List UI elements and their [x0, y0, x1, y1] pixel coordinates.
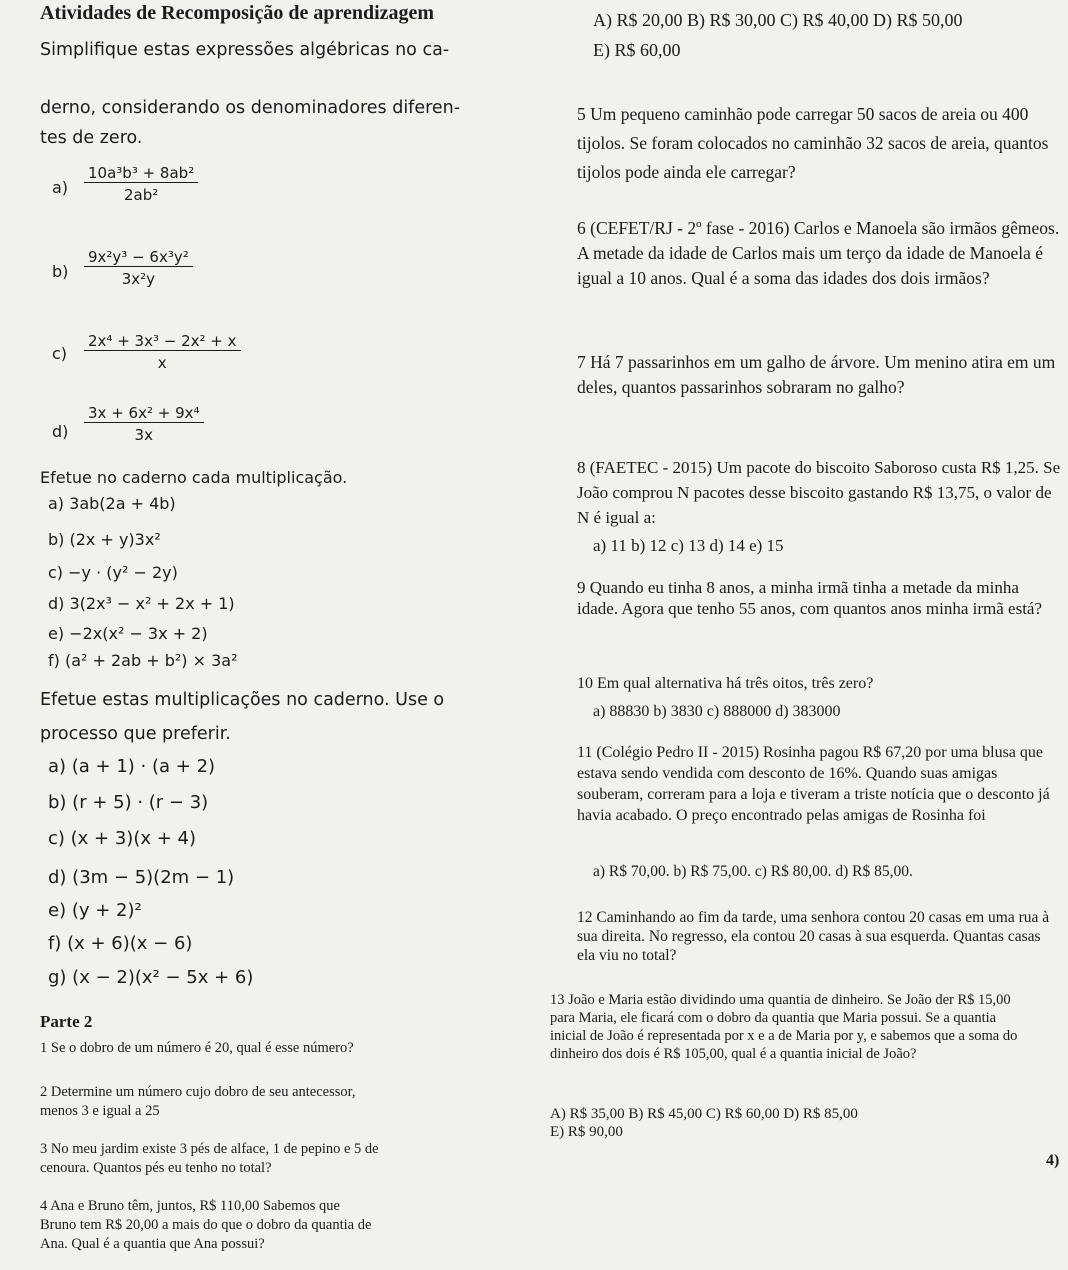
fraction-c-label: c)	[52, 344, 68, 363]
mult-item-b: b) (2x + y)3x²	[48, 530, 161, 549]
question-10: 10 Em qual alternativa há três oitos, três zero?	[577, 675, 874, 692]
intro-line-1: Simplifique estas expressões algébricas no ca-	[40, 40, 450, 60]
intro-line-3: tes de zero.	[40, 128, 143, 148]
top-options-line-1: A) R$ 20,00 B) R$ 30,00 C) R$ 40,00 D) R$ 50,00	[593, 10, 963, 30]
mult-item-d: d) 3(2x³ − x² + 2x + 1)	[48, 594, 235, 613]
fraction-d-denominator: 3x	[134, 426, 153, 444]
mult2-item-e: e) (y + 2)²	[48, 900, 142, 921]
fraction-b-label: b)	[52, 262, 69, 281]
question-1: 1 Se o dobro de um número é 20, qual é esse número?	[40, 1040, 354, 1056]
mult2-item-b: b) (r + 5) · (r − 3)	[48, 792, 209, 813]
question-4-line-2: Bruno tem R$ 20,00 a mais do que o dobro da quantia de	[40, 1217, 372, 1233]
question-2-line-1: 2 Determine um número cujo dobro de seu antecessor,	[40, 1084, 356, 1100]
fraction-a-numerator: 10a³b³ + 8ab²	[84, 164, 198, 183]
intro-line-2: derno, considerando os denominadores diferen-	[40, 98, 461, 118]
fraction-c-numerator: 2x⁴ + 3x³ − 2x² + x	[84, 332, 241, 351]
fraction-d	[84, 404, 204, 444]
mult2-item-c: c) (x + 3)(x + 4)	[48, 828, 196, 849]
mult-item-c: c) −y · (y² − 2y)	[48, 563, 178, 582]
page-number: 4)	[1046, 1152, 1060, 1169]
mult2-item-d: d) (3m − 5)(2m − 1)	[48, 867, 235, 888]
mult2-item-a: a) (a + 1) · (a + 2)	[48, 756, 216, 777]
question-3-line-1: 3 No meu jardim existe 3 pés de alface, 1 de pepino e 5 de	[40, 1141, 379, 1157]
question-12: 12 Caminhando ao fim da tarde, uma senhora contou 20 casas em uma rua à sua direita. No regresso, ela contou 20 casas à sua esquerda. Quantas casas ela viu no total?	[577, 909, 1050, 964]
fraction-c-denominator: x	[157, 354, 167, 372]
worksheet-header: Atividades de Recomposição de aprendizagem	[40, 2, 435, 24]
fraction-d-numerator: 3x + 6x² + 9x⁴	[84, 404, 204, 423]
question-8: 8 (FAETEC - 2015) Um pacote do biscoito Saboroso custa R$ 1,25. Se João comprou N pacotes desse biscoito gastando R$ 13,75, o valor de N é igual a:	[577, 458, 1061, 527]
fraction-d-label: d)	[52, 422, 69, 441]
question-11-options: a) R$ 70,00. b) R$ 75,00. c) R$ 80,00. d) R$ 85,00.	[593, 863, 913, 880]
fraction-c	[84, 332, 241, 372]
question-3-line-2: cenoura. Quantos pés eu tenho no total?	[40, 1160, 272, 1176]
mult-item-f: f) (a² + 2ab + b²) × 3a²	[48, 651, 238, 670]
question-2-line-2: menos 3 e igual a 25	[40, 1103, 160, 1119]
fraction-a-label: a)	[52, 178, 69, 197]
question-11: 11 (Colégio Pedro II - 2015) Rosinha pagou R$ 67,20 por uma blusa que estava sendo vendida com desconto de 16%. Quando suas amigas souberam, correram para a loja e tiveram a triste notícia que o desconto já havia acabado. O preço encontrado pelas amigas de Rosinha foi	[577, 744, 1050, 824]
question-7: 7 Há 7 passarinhos em um galho de árvore. Um menino atira em um deles, quantos passarinhos sobraram no galho?	[577, 352, 1056, 397]
mult-title: Efetue no caderno cada multiplicação.	[40, 468, 348, 487]
question-10-options: a) 88830 b) 3830 c) 888000 d) 383000	[593, 703, 841, 720]
fraction-b-numerator: 9x²y³ − 6x³y²	[84, 248, 193, 267]
top-options-line-2: E) R$ 60,00	[593, 40, 681, 60]
question-4-line-3: Ana. Qual é a quantia que Ana possui?	[40, 1236, 265, 1252]
mult2-item-f: f) (x + 6)(x − 6)	[48, 933, 193, 954]
question-8-options: a) 11 b) 12 c) 13 d) 14 e) 15	[593, 536, 784, 555]
question-13-options-line-1: A) R$ 35,00 B) R$ 45,00 C) R$ 60,00 D) R$ 85,00	[550, 1106, 858, 1122]
question-9: 9 Quando eu tinha 8 anos, a minha irmã tinha a metade da minha idade. Agora que tenho 55 anos, com quantos anos minha irmã está?	[577, 578, 1043, 618]
question-13: 13 João e Maria estão dividindo uma quantia de dinheiro. Se João der R$ 15,00 para Maria, ele ficará com o dobro da quantia que Maria possui. Se a quantia inicial de João é representada por x e a de Maria por y, e sabemos que a soma do dinheiro dos dois é R$ 105,00, qual é a quantia inicial de João?	[550, 992, 1018, 1062]
fraction-b-denominator: 3x²y	[121, 270, 156, 288]
mult-item-a: a) 3ab(2a + 4b)	[48, 494, 176, 513]
mult2-title-line-2: processo que preferir.	[40, 724, 231, 744]
fraction-a	[84, 164, 198, 204]
question-4-line-1: 4 Ana e Bruno têm, juntos, R$ 110,00 Sabemos que	[40, 1198, 340, 1214]
question-6: 6 (CEFET/RJ - 2º fase - 2016) Carlos e Manoela são irmãos gêmeos. A metade da idade de Carlos mais um terço da idade de Manoela é igual a 10 anos. Qual é a soma das idades dos dois irmãos?	[577, 218, 1060, 288]
fraction-a-denominator: 2ab²	[123, 186, 159, 204]
question-5: 5 Um pequeno caminhão pode carregar 50 sacos de areia ou 400 tijolos. Se foram colocados no caminhão 32 sacos de areia, quantos tijolos pode ainda ele carregar?	[577, 104, 1049, 182]
mult2-item-g: g) (x − 2)(x² − 5x + 6)	[48, 967, 254, 988]
question-13-options-line-2: E) R$ 90,00	[550, 1124, 623, 1140]
fraction-b	[84, 248, 193, 288]
mult-item-e: e) −2x(x² − 3x + 2)	[48, 624, 208, 643]
parte-2-heading: Parte 2	[40, 1012, 93, 1031]
mult2-title-line-1: Efetue estas multiplicações no caderno. Use o	[40, 690, 445, 710]
